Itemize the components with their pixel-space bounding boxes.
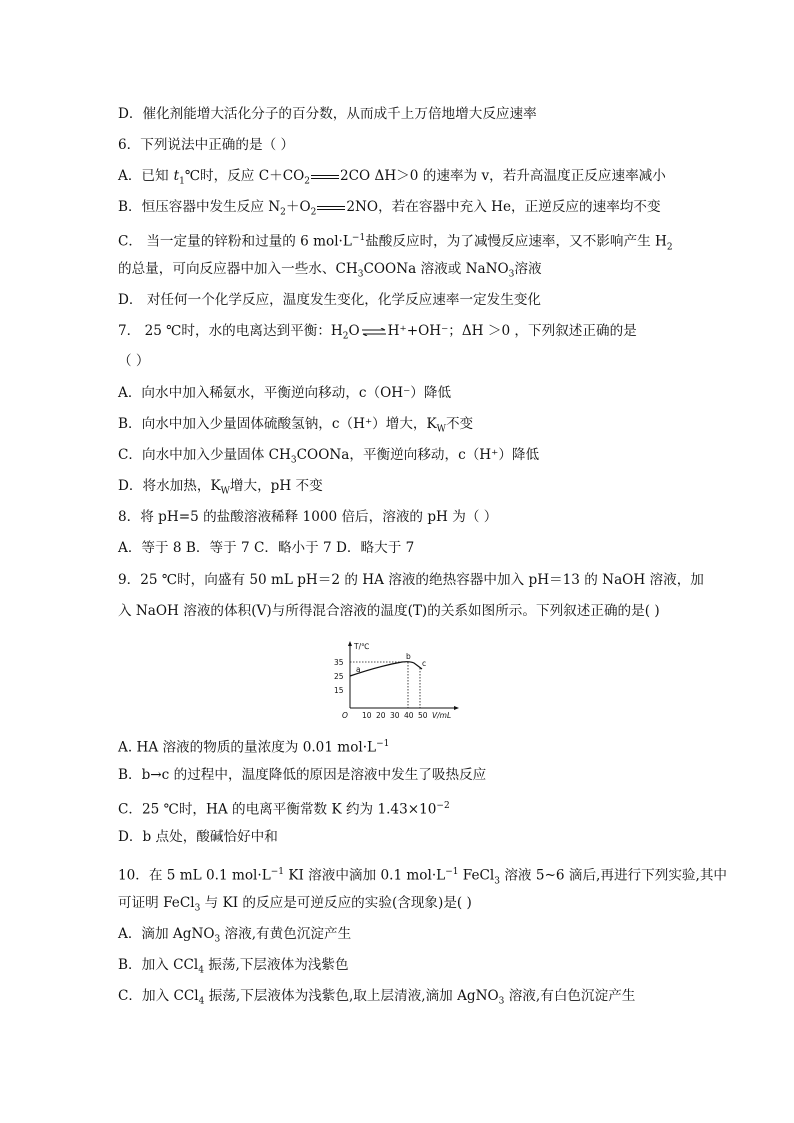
question-7: 7． 25 ℃时，水的电离达到平衡：$H_2O$ H⁺+OH⁻；ΔH ＞0 ，下列叙述正确的是 (118, 323, 637, 342)
x-tick-10: 10 (362, 711, 372, 720)
q7-option-a: A．向水中加入稀氨水，平衡逆向移动，c（OH⁻）降低 (118, 385, 452, 401)
q10-option-c: C．加入 CCl$_4$ 振荡,下层液体为浅紫色,取上层清液,滴加 AgNO$_3$ 溶液,有白色沉淀产生 (118, 988, 636, 1007)
y-tick-15: 15 (334, 686, 344, 695)
q6-option-a: A．已知 $t_1℃$时，反应 $C+CO_2$ 2CO ΔH＞0 的速率为 v，若升高温度正反应速率减小 (118, 168, 666, 187)
y-tick-25: 25 (334, 672, 344, 681)
q9-option-b: B．b→c 的过程中，温度降低的原因是溶液中发生了吸热反应 (118, 767, 487, 783)
equals-sign-icon (311, 175, 339, 179)
q7-option-c: C．向水中加入少量固体 $CH_3COONa$，平衡逆向移动，c（H⁺）降低 (118, 447, 540, 466)
q8-options: A．等于 8 B．等于 7 C．略小于 7 D．略大于 7 (118, 540, 415, 556)
q6-option-c-cont: 的总量，可向反应器中加入一些水、$CH_3COONa$ 溶液或 NaNO$_3$溶液 (118, 261, 542, 280)
question-10: 10．在 5 mL 0.1 $mol\cdot L^{-1}$ KI 溶液中滴加 0.1 $mol\cdot L^{-1}$ FeCl$_3$ 溶液 5~6 滴后,再进行下列实验,其中 (118, 867, 728, 887)
y-tick-35: 35 (334, 658, 344, 667)
equals-sign-icon (317, 206, 345, 210)
y-axis-label: T/℃ (354, 642, 370, 651)
question-7-blank: （ ） (118, 353, 150, 369)
equilibrium-arrow-icon (361, 328, 387, 336)
x-tick-50: 50 (418, 711, 428, 720)
option-d-q5: D．催化剂能增大活化分子的百分数，从而成千上万倍地增大反应速率 (118, 106, 537, 122)
point-b-label: b (406, 652, 411, 661)
question-10-cont: 可证明 FeCl$_3$ 与 KI 的反应是可逆反应的实验(含现象)是( ) (118, 895, 472, 914)
question-9-cont: 入 NaOH 溶液的体积(V)与所得混合溶液的温度(T)的关系如图所示。下列叙述正确的是( ) (118, 603, 660, 619)
point-c-label: c (422, 659, 427, 668)
x-tick-30: 30 (390, 711, 400, 720)
x-tick-20: 20 (376, 711, 386, 720)
q7-option-d: D．将水加热，$K_W$增大，pH 不变 (118, 478, 323, 497)
q9-option-c: C．25 ℃时，HA 的电离平衡常数 K 约为 $1.43\times 10^{-2}$ (118, 801, 450, 818)
q6-option-d: D． 对任何一个化学反应，温度发生变化，化学反应速率一定发生变化 (118, 292, 542, 308)
temperature-curve (350, 662, 422, 676)
question-6: 6．下列说法中正确的是（ ） (118, 137, 295, 153)
q7-option-b: B．向水中加入少量固体硫酸氢钠，c（H⁺）增大，$K_W$不变 (118, 416, 474, 435)
q10-option-b: B．加入 CCl$_4$ 振荡,下层液体为浅紫色 (118, 957, 349, 976)
q6-option-c: C． 当一定量的锌粉和过量的 6 $mol\cdot L^{-1}$盐酸反应时，为了减慢反应速率，又不影响产生 $H_2$ (118, 233, 673, 253)
origin-label: O (342, 711, 348, 720)
x-axis-label: V/mL (432, 711, 452, 720)
point-a-label: a (356, 665, 361, 674)
question-8: 8．将 pH=5 的盐酸溶液稀释 1000 倍后，溶液的 pH 为（ ） (118, 509, 498, 525)
q6-option-b: B．恒压容器中发生反应 $N_2+O_2$ 2NO，若在容器中充入 He，正逆反应的速率均不变 (118, 199, 661, 218)
question-9: 9．25 ℃时，向盛有 50 mL pH＝2 的 HA 溶液的绝热容器中加入 pH＝13 的 NaOH 溶液，加 (118, 572, 704, 588)
x-tick-40: 40 (404, 711, 414, 720)
q10-option-a: A．滴加 AgNO$_3$ 溶液,有黄色沉淀产生 (118, 926, 352, 945)
q9-option-d: D．b 点处，酸碱恰好中和 (118, 829, 278, 845)
q9-option-a: A. HA 溶液的物质的量浓度为 0.01 $mol\cdot L^{-1}$ (118, 739, 390, 756)
temperature-volume-graph (334, 640, 460, 722)
